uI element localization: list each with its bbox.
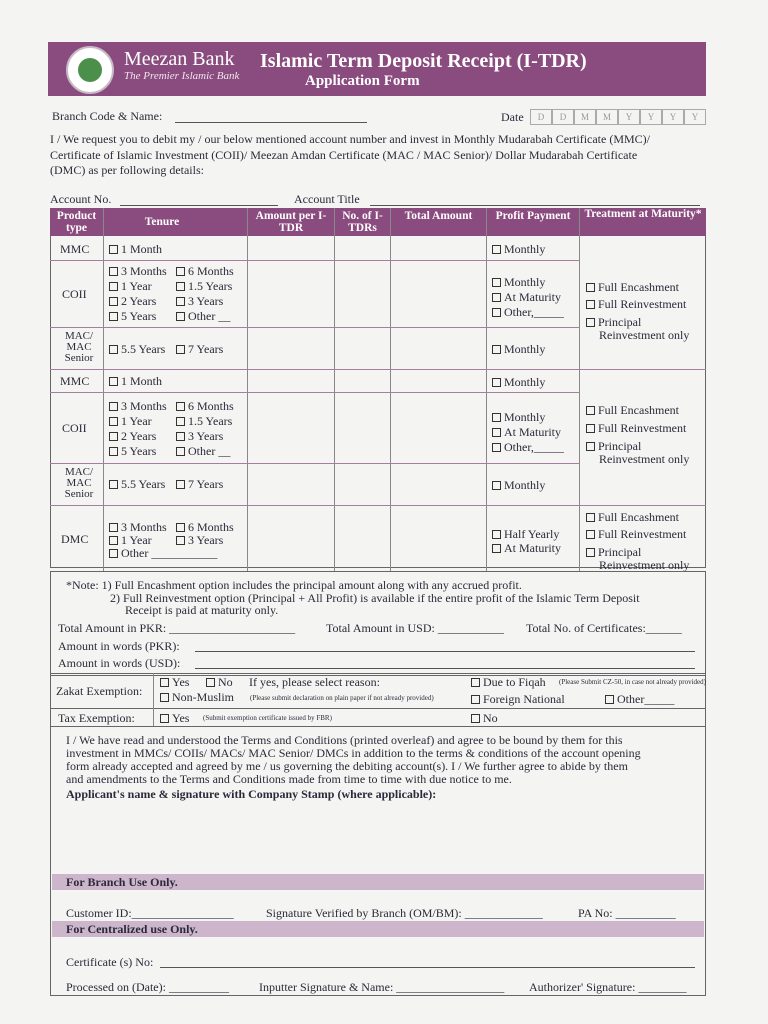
- header-profit: Profit Payment: [495, 210, 571, 222]
- zakat-nonmuslim-checkbox[interactable]: Non-Muslim: [160, 690, 234, 704]
- date-box[interactable]: Y: [640, 109, 662, 125]
- branch-use-title: For Branch Use Only.: [66, 875, 178, 889]
- tax-yes-note: (Submit exemption certificate issued by FBR): [203, 714, 332, 722]
- tenure-option[interactable]: 3 Months: [109, 399, 167, 413]
- zakat-fiqah-note: (Please Submit CZ-50, in case not already provided): [559, 678, 706, 686]
- tenure-option[interactable]: Other __: [176, 444, 230, 458]
- tenure-option[interactable]: 5 Years: [109, 309, 156, 323]
- terms-line: and amendments to the Terms and Conditions made from time to time with due notice to me.: [66, 772, 512, 786]
- row-line: [50, 327, 580, 328]
- zakat-foreign-checkbox[interactable]: Foreign National: [471, 692, 565, 706]
- account-no-label: Account No.: [50, 192, 112, 206]
- zakat-fiqah-checkbox[interactable]: Due to Fiqah: [471, 675, 546, 689]
- date-label: Date: [501, 110, 524, 124]
- treatment-option[interactable]: Full Reinvestment: [586, 421, 686, 435]
- profit-option[interactable]: Monthly: [492, 375, 545, 389]
- treatment-option[interactable]: Full Encashment: [586, 280, 679, 294]
- treatment-text: Reinvestment only: [599, 452, 690, 466]
- tenure-option[interactable]: 6 Months: [176, 264, 234, 278]
- tenure-option[interactable]: 3 Months: [109, 520, 167, 534]
- tenure-option[interactable]: 5.5 Years: [109, 477, 165, 491]
- tenure-option[interactable]: 3 Months: [109, 264, 167, 278]
- branch-input[interactable]: [175, 122, 367, 123]
- zakat-yes-checkbox[interactable]: Yes: [160, 675, 189, 689]
- profit-option[interactable]: Other,_____: [492, 440, 564, 454]
- tenure-option[interactable]: 1.5 Years: [176, 414, 232, 428]
- account-no-input[interactable]: [120, 205, 278, 206]
- header-treatment: Treatment at Maturity*: [584, 208, 702, 220]
- treatment-option[interactable]: Full Encashment: [586, 403, 679, 417]
- grid-line: [247, 208, 248, 572]
- product-mac: MAC/ MAC Senior: [64, 466, 94, 500]
- terms-line: form already accepted and agreed by me / us governing the debiting account(s). I / We further agree to abide by them: [66, 759, 628, 773]
- header-total: Total Amount: [404, 210, 473, 222]
- form-subtitle: Application Form: [305, 73, 420, 89]
- request-text-line: (DMC) as per following details:: [50, 163, 204, 177]
- header-product: Product type: [56, 210, 97, 234]
- account-title-label: Account Title: [294, 192, 360, 206]
- date-box[interactable]: D: [552, 109, 574, 125]
- date-box[interactable]: M: [574, 109, 596, 125]
- zakat-other-checkbox[interactable]: Other_____: [605, 692, 674, 706]
- zakat-reason-label: If yes, please select reason:: [249, 675, 380, 689]
- profit-option[interactable]: Monthly: [492, 242, 545, 256]
- zakat-nonmuslim-note: (Please submit declaration on plain paper if not already provided): [250, 694, 434, 702]
- header-no-itdrs: No. of I-TDRs: [342, 210, 383, 234]
- tenure-option[interactable]: 1 Month: [109, 374, 162, 388]
- processed-date-field[interactable]: Processed on (Date): __________: [66, 980, 229, 994]
- tax-section: [50, 708, 706, 727]
- certificate-no-label: Certificate (s) No:: [66, 955, 154, 969]
- logo-emblem-icon: [78, 58, 102, 82]
- tenure-option[interactable]: 7 Years: [176, 477, 223, 491]
- zakat-label: Zakat Exemption:: [56, 684, 143, 698]
- applicant-signature-area[interactable]: [52, 803, 704, 871]
- tax-yes-checkbox[interactable]: Yes: [160, 711, 189, 725]
- date-box[interactable]: Y: [618, 109, 640, 125]
- bank-tagline: The Premier Islamic Bank: [124, 70, 240, 82]
- branch-label: Branch Code & Name:: [52, 109, 163, 123]
- terms-line: investment in MMCs/ COIIs/ MACs/ MAC Senior/ DMCs in addition to the terms & conditions of the account opening: [66, 746, 641, 760]
- zakat-no-checkbox[interactable]: No: [206, 675, 233, 689]
- treatment-text: Reinvestment only: [599, 328, 690, 342]
- tenure-option[interactable]: 6 Months: [176, 520, 234, 534]
- date-box[interactable]: M: [596, 109, 618, 125]
- profit-option[interactable]: Monthly: [492, 478, 545, 492]
- grid-line: [103, 208, 104, 572]
- tenure-option[interactable]: 5.5 Years: [109, 342, 165, 356]
- product-mmc: MMC: [60, 242, 90, 256]
- profit-option[interactable]: Monthly: [492, 342, 545, 356]
- tenure-option[interactable]: Other ___________: [109, 546, 217, 560]
- grid-line: [579, 208, 580, 572]
- grid-line: [153, 673, 154, 709]
- profit-option[interactable]: Other,_____: [492, 305, 564, 319]
- date-box[interactable]: Y: [684, 109, 706, 125]
- tenure-option[interactable]: 3 Years: [176, 533, 223, 547]
- tenure-option[interactable]: 1 Year: [109, 414, 152, 428]
- tenure-option[interactable]: Other __: [176, 309, 230, 323]
- profit-option[interactable]: At Maturity: [492, 290, 561, 304]
- customer-id-field[interactable]: Customer ID:_________________: [66, 906, 234, 920]
- amount-words-pkr-input[interactable]: [195, 651, 695, 652]
- request-text-line: Certificate of Islamic Investment (COII)/ Meezan Amdan Certificate (MAC / MAC Senior)/ Dollar Mudarabah Certificate: [50, 148, 638, 162]
- total-certificates[interactable]: Total No. of Certificates:______: [526, 621, 682, 635]
- total-pkr[interactable]: Total Amount in PKR: _____________________: [58, 621, 296, 635]
- grid-line: [390, 208, 391, 572]
- amount-words-usd-label: Amount in words (USD):: [58, 656, 181, 670]
- product-mmc: MMC: [60, 374, 90, 388]
- account-title-input[interactable]: [370, 205, 700, 206]
- header-tenure: Tenure: [144, 216, 180, 228]
- product-dmc: DMC: [61, 532, 89, 546]
- row-line: [50, 505, 706, 506]
- note-2: 2) Full Reinvestment option (Principal + All Profit) is available if the entire profit of the Islamic Term Deposit: [110, 591, 640, 605]
- treatment-option[interactable]: Full Reinvestment: [586, 297, 686, 311]
- row-line: [50, 392, 580, 393]
- profit-option[interactable]: Monthly: [492, 410, 545, 424]
- date-box[interactable]: D: [530, 109, 552, 125]
- tenure-option[interactable]: 3 Years: [176, 429, 223, 443]
- tenure-option[interactable]: 2 Years: [109, 294, 156, 308]
- row-line: [50, 463, 580, 464]
- product-coii: COII: [62, 421, 87, 435]
- tenure-option[interactable]: 3 Years: [176, 294, 223, 308]
- amount-words-pkr-label: Amount in words (PKR):: [58, 639, 180, 653]
- bank-name: Meezan Bank: [124, 48, 235, 70]
- date-box[interactable]: Y: [662, 109, 684, 125]
- tenure-option[interactable]: 2 Years: [109, 429, 156, 443]
- pa-no-field[interactable]: PA No: __________: [578, 906, 676, 920]
- profit-option[interactable]: Monthly: [492, 275, 545, 289]
- form-title: Islamic Term Deposit Receipt (I-TDR): [260, 50, 587, 72]
- tenure-option[interactable]: 6 Months: [176, 399, 234, 413]
- terms-line: I / We have read and understood the Terms and Conditions (printed overleaf) and agree to be bound by them for this: [66, 733, 623, 747]
- tenure-option[interactable]: 7 Years: [176, 342, 223, 356]
- treatment-option[interactable]: Principal: [586, 315, 641, 329]
- certificate-no-input[interactable]: [160, 967, 695, 968]
- profit-option[interactable]: At Maturity: [492, 541, 561, 555]
- amount-words-usd-input[interactable]: [195, 668, 695, 669]
- tenure-option[interactable]: 1 Year: [109, 533, 152, 547]
- treatment-option[interactable]: Full Encashment: [586, 510, 679, 524]
- row-line: [50, 369, 706, 370]
- treatment-option[interactable]: Principal: [586, 439, 641, 453]
- date-field[interactable]: [530, 109, 706, 125]
- tenure-option[interactable]: 1 Month: [109, 242, 162, 256]
- centralized-use-title: For Centralized use Only.: [66, 922, 198, 936]
- tenure-option[interactable]: 5 Years: [109, 444, 156, 458]
- note-3: Receipt is paid at maturity only.: [125, 603, 279, 617]
- tax-no-checkbox[interactable]: No: [471, 711, 498, 725]
- inputter-signature-field[interactable]: Inputter Signature & Name: __________________: [259, 980, 505, 994]
- request-text-line: I / We request you to debit my / our below mentioned account number and invest in Monthly Mudarabah Certificate (MMC)/: [50, 132, 651, 146]
- tenure-option[interactable]: 1 Year: [109, 279, 152, 293]
- authorizer-signature-field[interactable]: Authorizer' Signature: ________: [529, 980, 687, 994]
- header-amount: Amount per I-TDR: [255, 210, 327, 234]
- treatment-text: Reinvestment only: [599, 558, 690, 572]
- product-mac: MAC/ MAC Senior: [64, 330, 94, 364]
- total-usd[interactable]: Total Amount in USD: ___________: [326, 621, 504, 635]
- row-line: [50, 260, 580, 261]
- signature-verified-field[interactable]: Signature Verified by Branch (OM/BM): _____________: [266, 906, 543, 920]
- grid-line: [486, 208, 487, 572]
- tenure-option[interactable]: 1.5 Years: [176, 279, 232, 293]
- product-coii: COII: [62, 287, 87, 301]
- tax-label: Tax Exemption:: [58, 711, 135, 725]
- grid-line: [153, 708, 154, 727]
- applicant-signature-label: Applicant's name & signature with Company Stamp (where applicable):: [66, 787, 437, 801]
- profit-option[interactable]: Half Yearly: [492, 527, 559, 541]
- note-1: *Note: 1) Full Encashment option includes the principal amount along with any accrued profit.: [66, 578, 522, 592]
- grid-line: [334, 208, 335, 572]
- treatment-option[interactable]: Full Reinvestment: [586, 527, 686, 541]
- treatment-option[interactable]: Principal: [586, 545, 641, 559]
- profit-option[interactable]: At Maturity: [492, 425, 561, 439]
